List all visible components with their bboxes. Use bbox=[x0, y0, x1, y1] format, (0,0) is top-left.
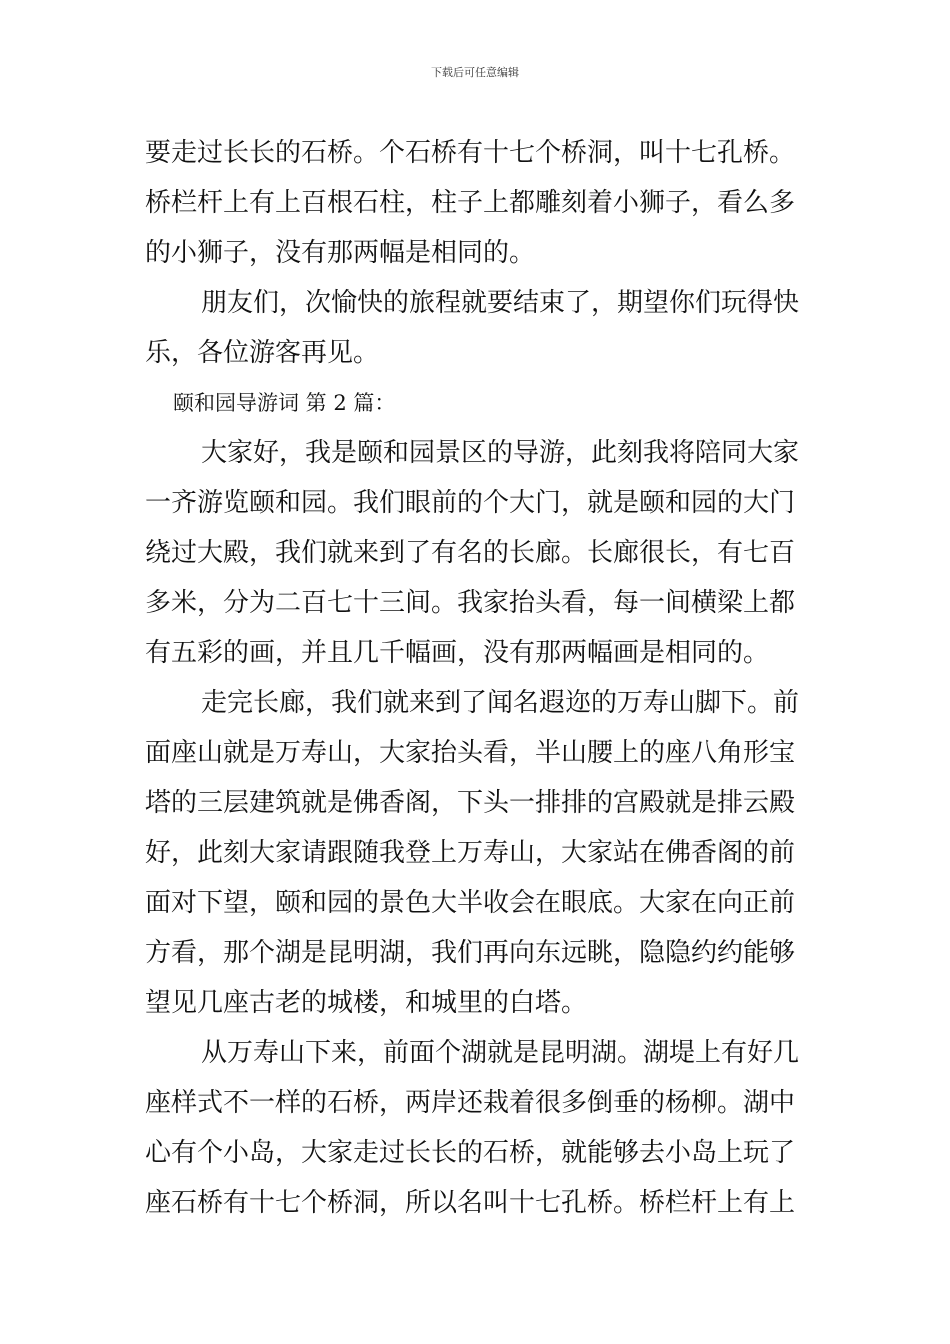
text-line: 好，此刻大家请跟随我登上万寿山，大家站在佛香阁的前 bbox=[145, 838, 796, 868]
text-line: 多米，分为二百七十三间。我家抬头看，每一间横梁上都 bbox=[145, 588, 796, 618]
paragraph-2 bbox=[145, 278, 815, 378]
text-line: 要走过长长的石桥。个石桥有十七个桥洞，叫十七孔桥。 bbox=[145, 138, 796, 168]
paragraph-4 bbox=[145, 678, 815, 1028]
text-line: 桥栏杆上有上百根石柱，柱子上都雕刻着小狮子，看么多 bbox=[145, 188, 796, 218]
text-line: 塔的三层建筑就是佛香阁，下头一排排的宫殿就是排云殿 bbox=[145, 788, 796, 818]
text-line: 座石桥有十七个桥洞，所以名叫十七孔桥。桥栏杆上有上 bbox=[145, 1188, 796, 1218]
text-line: 的小狮子，没有那两幅是相同的。 bbox=[145, 238, 536, 268]
section-title-text: 颐和园导游词 第 2 篇： bbox=[173, 391, 396, 415]
text-line: 走完长廊，我们就来到了闻名遐迩的万寿山脚下。前 bbox=[201, 688, 800, 718]
text-line: 乐，各位游客再见。 bbox=[145, 338, 380, 368]
paragraph-3 bbox=[145, 428, 815, 678]
section-title bbox=[145, 378, 815, 428]
paragraph-5 bbox=[145, 1028, 815, 1228]
text-line: 有五彩的画，并且几千幅画，没有那两幅画是相同的。 bbox=[145, 638, 770, 668]
text-line: 方看，那个湖是昆明湖，我们再向东远眺，隐隐约约能够 bbox=[145, 938, 796, 968]
text-line: 心有个小岛，大家走过长长的石桥，就能够去小岛上玩了 bbox=[145, 1138, 796, 1168]
text-line: 望见几座古老的城楼，和城里的白塔。 bbox=[145, 988, 588, 1018]
text-line: 面对下望，颐和园的景色大半收会在眼底。大家在向正前 bbox=[145, 888, 796, 918]
paragraph-1 bbox=[145, 128, 815, 278]
text-line: 朋友们，次愉快的旅程就要结束了，期望你们玩得快 bbox=[201, 288, 800, 318]
text-line: 面座山就是万寿山，大家抬头看，半山腰上的座八角形宝 bbox=[145, 738, 796, 768]
text-line: 大家好，我是颐和园景区的导游，此刻我将陪同大家 bbox=[201, 438, 800, 468]
document-body bbox=[145, 128, 815, 1228]
text-line: 座样式不一样的石桥，两岸还栽着很多倒垂的杨柳。湖中 bbox=[145, 1088, 796, 1118]
text-line: 一齐游览颐和园。我们眼前的个大门，就是颐和园的大门 bbox=[145, 488, 796, 518]
text-line: 绕过大殿，我们就来到了有名的长廊。长廊很长，有七百 bbox=[145, 538, 796, 568]
text-line: 从万寿山下来，前面个湖就是昆明湖。湖堤上有好几 bbox=[201, 1038, 800, 1068]
page-header-note: 下载后可任意编辑 bbox=[431, 66, 519, 79]
